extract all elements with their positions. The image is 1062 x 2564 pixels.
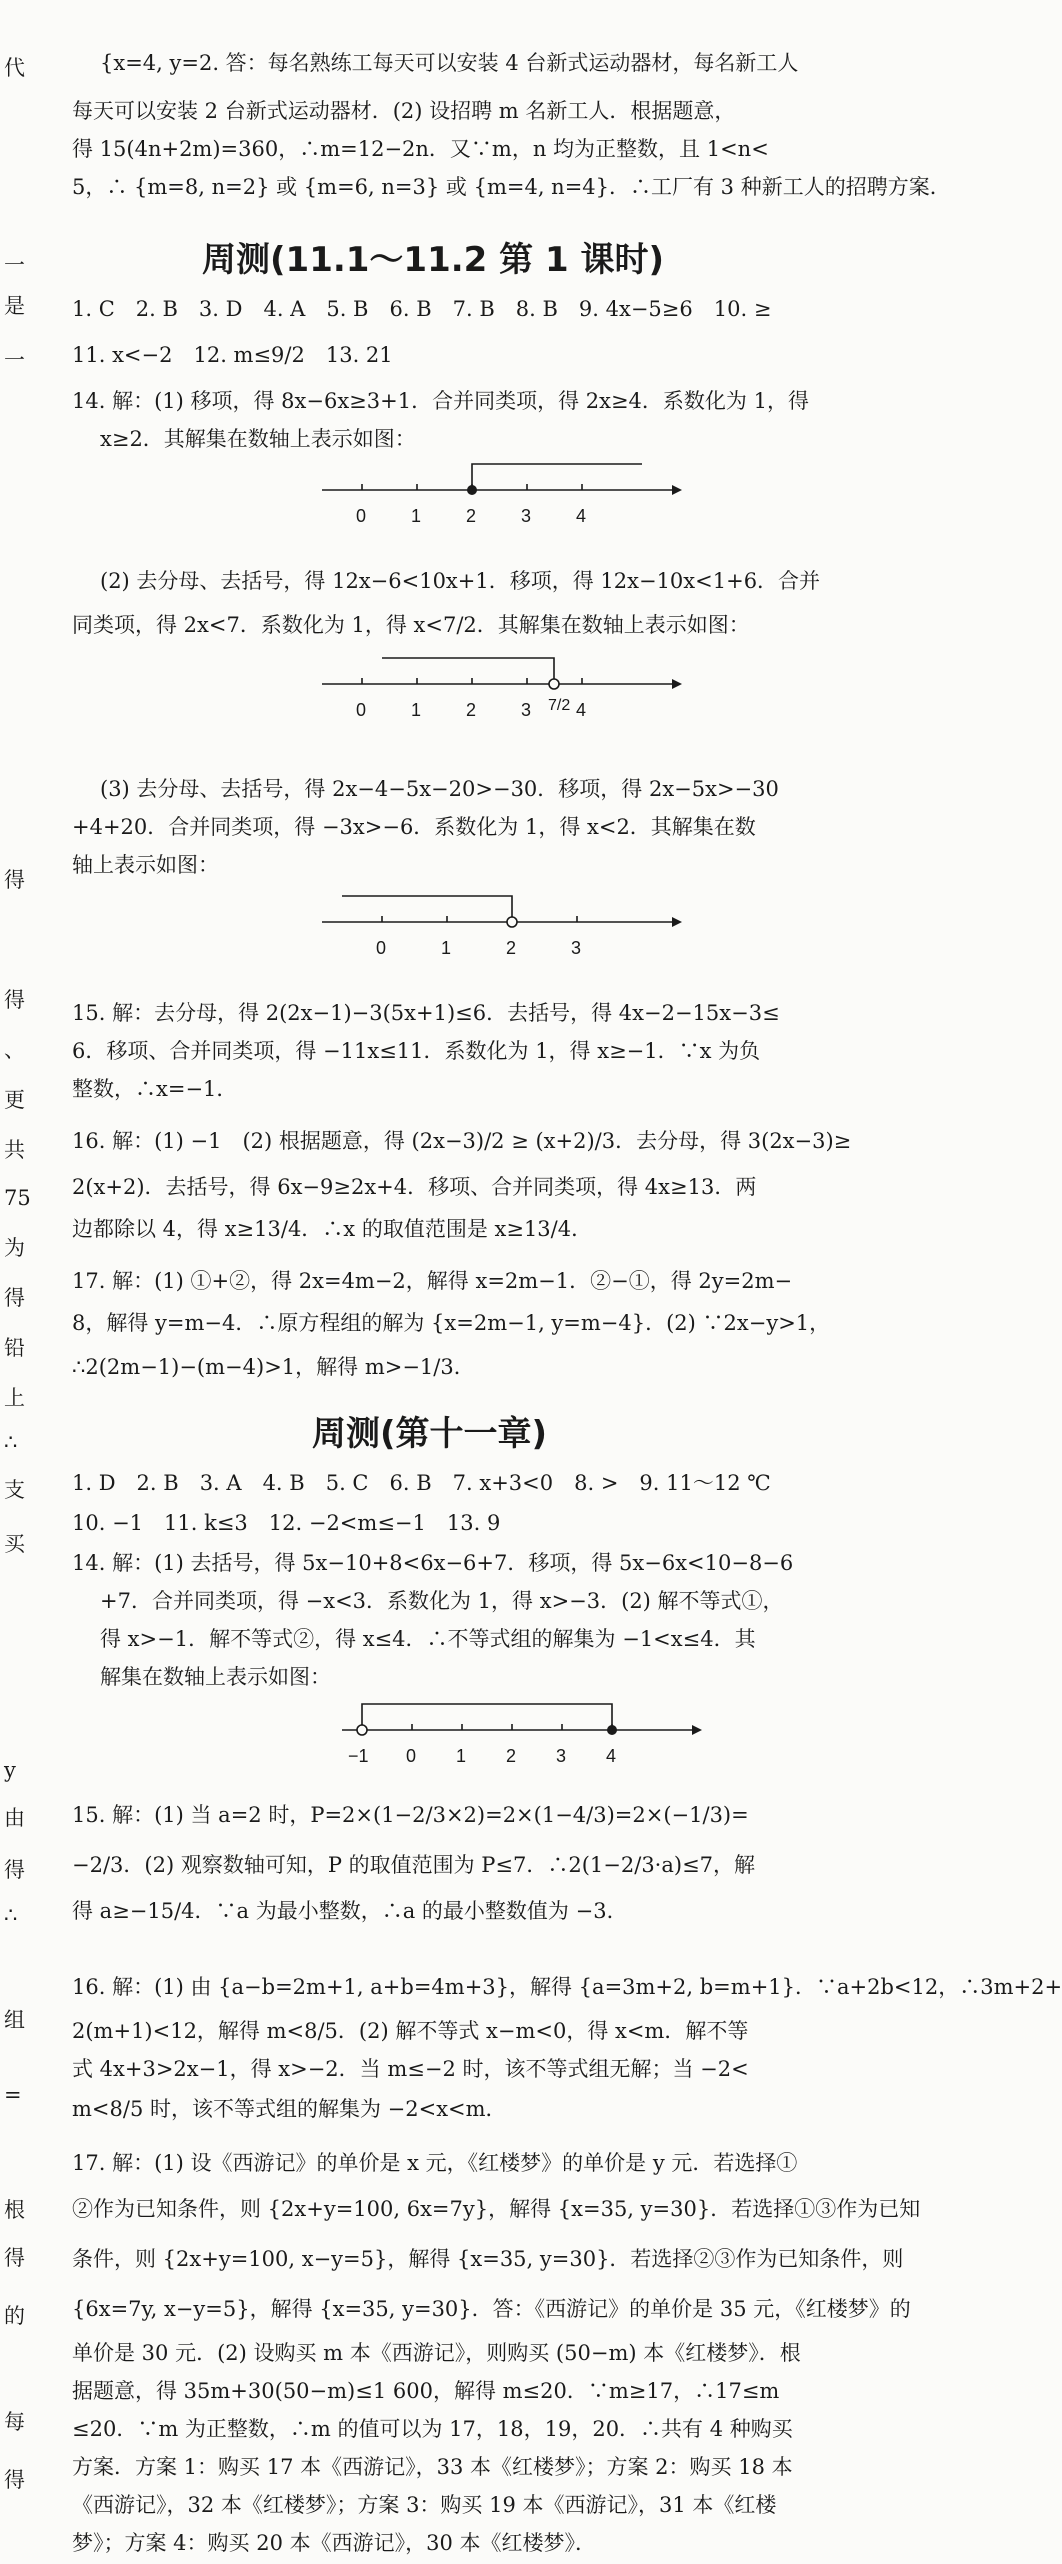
tick-label: 4 xyxy=(606,1746,617,1766)
answer-line: 边都除以 4，得 x≥13/4．∴x 的取值范围是 x≥13/4． xyxy=(72,1217,593,1241)
tick-label: 1 xyxy=(456,1746,467,1766)
margin-char: 75 xyxy=(4,1186,31,1210)
answer-line: 得 a≥−15/4．∵a 为最小整数，∴a 的最小整数值为 −3． xyxy=(72,1899,628,1923)
answer-line: 解集在数轴上表示如图： xyxy=(100,1665,331,1689)
answer-line: 单价是 30 元．(2) 设购买 m 本《西游记》，则购买 (50−m) 本《红楼梦》．根 xyxy=(72,2341,801,2365)
answer-line: 同类项，得 2x<7．系数化为 1，得 x<7/2．其解集在数轴上表示如图： xyxy=(72,613,750,637)
answer-line: 《西游记》，32 本《红楼梦》；方案 3：购买 19 本《西游记》，31 本《红楼 xyxy=(72,2493,777,2517)
answer-line: +7．合并同类项，得 −x<3．系数化为 1，得 x>−3．(2) 解不等式①， xyxy=(100,1589,784,1613)
tick-label: 0 xyxy=(356,506,367,526)
left-margin-column xyxy=(0,0,42,2564)
margin-char: 得 xyxy=(4,1858,25,1882)
number-line-2 xyxy=(322,650,682,754)
margin-char: 根 xyxy=(4,2198,25,2222)
margin-char: 得 xyxy=(4,2468,25,2492)
margin-char: 得 xyxy=(4,1286,25,1310)
margin-char: ∴ xyxy=(4,1430,18,1454)
margin-char: 、 xyxy=(4,1038,25,1062)
tick-label: 1 xyxy=(411,506,422,526)
answer-line: 条件，则 {2x+y=100, x−y=5}，解得 {x=35, y=30}．若选择②③作为已知条件，则 xyxy=(72,2247,904,2271)
margin-char: 上 xyxy=(4,1386,25,1410)
margin-char: 的 xyxy=(4,2304,25,2328)
intro-line: 5，∴ {m=8, n=2} 或 {m=6, n=3} 或 {m=4, n=4}．∴工厂有 3 种新工人的招聘方案． xyxy=(72,175,951,199)
answer-line: 8，解得 y=m−4．∴原方程组的解为 {x=2m−1, y=m−4}．(2) ∵2x−y>1， xyxy=(72,1311,831,1335)
number-line-4 xyxy=(342,1696,702,1780)
answer-line: ②作为已知条件，则 {2x+y=100, 6x=7y}，解得 {x=35, y=30}．若选择①③作为已知 xyxy=(72,2197,921,2221)
margin-char: 每 xyxy=(4,2410,25,2434)
answer-line: 15. 解：去分母，得 2(2x−1)−3(5x+1)≤6．去括号，得 4x−2−15x−3≤ xyxy=(72,1001,780,1025)
answer-line: 6．移项、合并同类项，得 −11x≤11．系数化为 1，得 x≥−1．∵x 为负 xyxy=(72,1039,761,1063)
answer-line: 1. C 2. B 3. D 4. A 5. B 6. B 7. B 8. B 9. 4x−5≥6 10. ≥ xyxy=(72,297,772,321)
tick-label: −1 xyxy=(348,1746,369,1766)
margin-char: 得 xyxy=(4,988,25,1012)
answer-line: 2(x+2)．去括号，得 6x−9≥2x+4．移项、合并同类项，得 4x≥13．两 xyxy=(72,1175,757,1199)
margin-char: 买 xyxy=(4,1532,25,1556)
answer-line: 17. 解：(1) 设《西游记》的单价是 x 元，《红楼梦》的单价是 y 元．若选择① xyxy=(72,2151,798,2175)
answer-line: 1. D 2. B 3. A 4. B 5. C 6. B 7. x+3<0 8. > 9. 11～12 ℃ xyxy=(72,1471,771,1495)
answer-line: 式 4x+3>2x−1，得 x>−2．当 m≤−2 时，该不等式组无解；当 −2< xyxy=(72,2057,749,2081)
tick-label: 2 xyxy=(506,1746,517,1766)
margin-char: 为 xyxy=(4,1236,25,1260)
answer-line: 14. 解：(1) 去括号，得 5x−10+8<6x−6+7．移项，得 5x−6x<10−8−6 xyxy=(72,1551,794,1575)
answer-line: 16. 解：(1) −1 (2) 根据题意，得 (2x−3)/2 ≥ (x+2)/3．去分母，得 3(2x−3)≥ xyxy=(72,1129,852,1153)
answer-line: 11. x<−2 12. m≤9/2 13. 21 xyxy=(72,343,393,367)
answer-line: 得 x>−1．解不等式②，得 x≤4．∴不等式组的解集为 −1<x≤4．其 xyxy=(100,1627,756,1651)
tick-label: 1 xyxy=(441,938,452,958)
tick-label: 3 xyxy=(521,506,532,526)
intro-line: 得 15(4n+2m)=360，∴m=12−2n．又∵m，n 均为正整数，且 1<n< xyxy=(72,137,769,161)
tick-label: 2 xyxy=(466,506,477,526)
answer-line: 方案．方案 1：购买 17 本《西游记》，33 本《红楼梦》；方案 2：购买 18 本 xyxy=(72,2455,793,2479)
tick-label: 4 xyxy=(576,506,587,526)
answer-line: 15. 解：(1) 当 a=2 时，P=2×(1−2/3×2)=2×(1−4/3)=2×(−1/3)= xyxy=(72,1803,749,1827)
margin-char: = xyxy=(4,2083,22,2107)
margin-char: 得 xyxy=(4,868,25,892)
tick-label: 0 xyxy=(376,938,387,958)
answer-line: {6x=7y, x−y=5}，解得 {x=35, y=30}．答：《西游记》的单价是 35 元，《红楼梦》的 xyxy=(72,2297,911,2321)
number-line-3 xyxy=(322,888,682,972)
intro-line: {x=4, y=2. 答：每名熟练工每天可以安装 4 台新式运动器材，每名新工人 xyxy=(100,51,799,75)
answer-line: m<8/5 时，该不等式组的解集为 −2<x<m． xyxy=(72,2097,507,2121)
answer-line: ∴2(2m−1)−(m−4)>1，解得 m>−1/3． xyxy=(72,1355,475,1379)
answer-line: x≥2．其解集在数轴上表示如图： xyxy=(100,427,416,451)
answer-line: −2/3．(2) 观察数轴可知，P 的取值范围为 P≤7．∴2(1−2/3·a)≤7，解 xyxy=(72,1853,756,1877)
margin-char: 一 xyxy=(4,348,25,372)
tick-label: 2 xyxy=(466,700,477,720)
answer-line: 梦》；方案 4：购买 20 本《西游记》，30 本《红楼梦》． xyxy=(72,2531,597,2555)
answer-line: +4+20．合并同类项，得 −3x>−6．系数化为 1，得 x<2．其解集在数 xyxy=(72,815,756,839)
margin-char: 得 xyxy=(4,2246,25,2270)
answer-line: 轴上表示如图： xyxy=(72,853,219,877)
tick-label: 4 xyxy=(576,700,587,720)
margin-char: 铅 xyxy=(4,1336,25,1360)
answer-line: 17. 解：(1) ①+②，得 2x=4m−2，解得 x=2m−1．②−①，得 2y=2m− xyxy=(72,1269,793,1293)
number-line-1 xyxy=(322,456,682,540)
margin-char: 代 xyxy=(4,56,25,80)
margin-char: 支 xyxy=(4,1478,25,1502)
tick-label: 3 xyxy=(521,700,532,720)
margin-char: 由 xyxy=(4,1806,25,1830)
margin-char: ∴ xyxy=(4,1903,18,1927)
intro-line: 每天可以安装 2 台新式运动器材．(2) 设招聘 m 名新工人．根据题意， xyxy=(72,99,736,123)
margin-char: y xyxy=(4,1758,16,1782)
answer-line: 整数，∴x=−1． xyxy=(72,1077,238,1101)
tick-label: 0 xyxy=(406,1746,417,1766)
tick-label-fraction: 7/2 xyxy=(548,697,571,714)
tick-label: 3 xyxy=(556,1746,567,1766)
tick-label: 2 xyxy=(506,938,517,958)
answer-line: 10. −1 11. k≤3 12. −2<m≤−1 13. 9 xyxy=(72,1511,501,1535)
answer-line: 据题意，得 35m+30(50−m)≤1 600，解得 m≤20．∵m≥17，∴17≤m xyxy=(72,2379,780,2403)
section-title: 周测(11.1～11.2 第 1 课时) xyxy=(202,240,665,280)
tick-label: 0 xyxy=(356,700,367,720)
tick-label: 1 xyxy=(411,700,422,720)
margin-char: 共 xyxy=(4,1138,25,1162)
answer-line: (3) 去分母、去括号，得 2x−4−5x−20>−30．移项，得 2x−5x>−30 xyxy=(100,777,779,801)
answer-line: 14. 解：(1) 移项，得 8x−6x≥3+1．合并同类项，得 2x≥4．系数化为 1，得 xyxy=(72,389,809,413)
answer-line: (2) 去分母、去括号，得 12x−6<10x+1．移项，得 12x−10x<1+6．合并 xyxy=(100,569,821,593)
answer-line: 2(m+1)<12，解得 m<8/5．(2) 解不等式 x−m<0，得 x<m．解不等 xyxy=(72,2019,749,2043)
margin-char: 组 xyxy=(4,2008,25,2032)
answer-line: 16. 解：(1) 由 {a−b=2m+1, a+b=4m+3}，解得 {a=3m+2, b=m+1}．∵a+2b<12，∴3m+2+ xyxy=(72,1975,1062,1999)
section-title: 周测(第十一章) xyxy=(312,1414,548,1454)
answer-line: ≤20．∵m 为正整数，∴m 的值可以为 17，18，19，20．∴共有 4 种购买 xyxy=(72,2417,793,2441)
margin-char: 一 xyxy=(4,253,25,277)
margin-char: 是 xyxy=(4,294,25,318)
tick-label: 3 xyxy=(571,938,582,958)
margin-char: 更 xyxy=(4,1088,25,1112)
